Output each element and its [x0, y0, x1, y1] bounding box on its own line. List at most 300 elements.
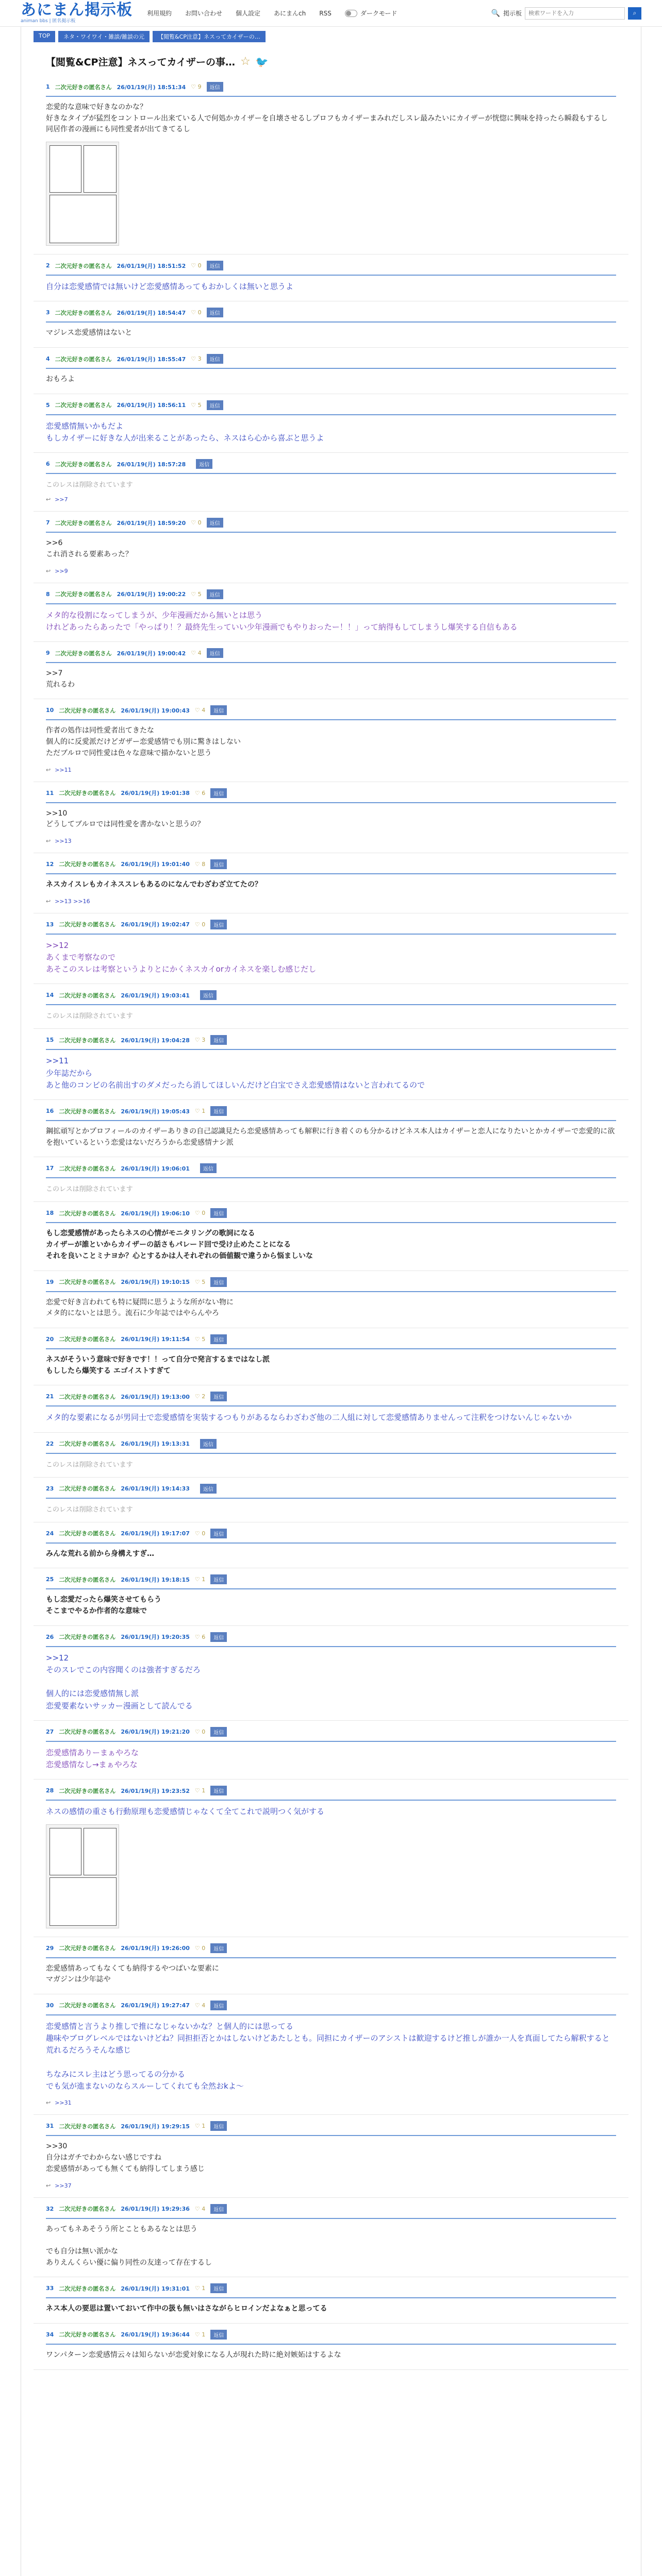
like-count[interactable]: ♡ 3 — [191, 355, 202, 362]
post-date: 26/01/19(月) 19:04:28 — [121, 1037, 190, 1044]
poster-name: 二次元好きの匿名さん — [59, 1485, 116, 1492]
post-divider — [46, 2135, 616, 2136]
nav-terms[interactable]: 利用規約 — [147, 10, 172, 17]
post-header — [46, 82, 616, 92]
post-divider — [46, 1957, 616, 1958]
manga-panel — [49, 1877, 117, 1926]
reply-button[interactable]: 返信 — [200, 1163, 217, 1173]
reply-links — [46, 496, 616, 503]
post-number[interactable]: 28 — [46, 1787, 54, 1794]
breadcrumb-category[interactable]: ネタ・ワイワイ・雑談/雑談の元 — [58, 31, 150, 42]
post-body: ワンパターン恋愛感情云々は知らないが恋愛対象になる人が現れた時に絶対嫉妬はするよな — [46, 2350, 341, 2359]
poster-name: 二次元好きの匿名さん — [55, 402, 112, 409]
post-number[interactable]: 19 — [46, 1278, 54, 1285]
post-date: 26/01/19(月) 19:00:42 — [117, 650, 186, 657]
reply-button[interactable]: 返信 — [207, 354, 223, 364]
post-divider — [46, 368, 616, 369]
post-body: 鋼拡頑写とかプロフィールのカイザーありきの自己認識見たら恋愛感情あっても解釈に行き着くのも分かるけどネス本人はカイザーと恋人になりたいとかカイザーで恋愛的に欲を抱いているという恋愛はないだろうから恋愛感情ナシ派 — [46, 1127, 615, 1147]
post-number[interactable]: 9 — [46, 650, 50, 657]
like-count[interactable]: ♡ 0 — [194, 921, 206, 928]
post-number[interactable]: 33 — [46, 2285, 54, 2292]
post-item — [34, 1626, 628, 1721]
post-number[interactable]: 21 — [46, 1393, 54, 1400]
post-date: 26/01/19(月) 18:54:47 — [117, 309, 186, 316]
reply-arrow-icon: ↩ — [46, 837, 51, 844]
post-number[interactable]: 6 — [46, 461, 50, 468]
post-date: 26/01/19(月) 19:10:15 — [121, 1279, 190, 1285]
nav-rss[interactable]: RSS — [319, 9, 332, 17]
post-header — [46, 1439, 616, 1449]
post-number[interactable]: 3 — [46, 309, 50, 316]
post-divider — [46, 1800, 616, 1801]
post-date: 26/01/19(月) 19:11:54 — [121, 1336, 190, 1343]
reply-button[interactable]: 返信 — [210, 1392, 227, 1401]
like-count[interactable]: ♡ 1 — [194, 1576, 206, 1583]
post-item — [34, 1721, 628, 1780]
post-header — [46, 400, 616, 410]
reply-arrow-icon: ↩ — [46, 567, 51, 574]
post-body: ネスの感情の重さも行動原理も恋愛感情じゃなくて全てこれで説明つく気がする — [46, 1807, 325, 1817]
post-body: みんな荒れる前から身構えすぎ… — [46, 1549, 154, 1558]
post-number[interactable]: 2 — [46, 262, 50, 269]
post-date: 26/01/19(月) 19:36:44 — [121, 2331, 190, 2338]
reply-anchor[interactable]: >>37 — [55, 2182, 72, 2189]
poster-name: 二次元好きの匿名さん — [59, 707, 116, 714]
reply-button[interactable]: 返信 — [196, 459, 212, 469]
reply-button[interactable]: 返信 — [210, 1529, 227, 1538]
post-date: 26/01/19(月) 19:02:47 — [121, 921, 190, 928]
nav-animanch[interactable]: あにまんch — [274, 10, 306, 17]
like-count[interactable]: ♡ 9 — [191, 83, 202, 90]
poster-name: 二次元好きの匿名さん — [55, 83, 112, 91]
reply-button[interactable]: 返信 — [207, 518, 223, 528]
post-number[interactable]: 30 — [46, 2002, 54, 2009]
post-item — [34, 348, 628, 394]
reply-links — [46, 838, 616, 844]
post-item — [34, 1385, 628, 1432]
deleted-notice: このレスは削除されています — [46, 1505, 133, 1514]
reply-button[interactable]: 返信 — [207, 82, 223, 92]
post-date: 26/01/19(月) 19:01:38 — [121, 790, 190, 796]
post-list — [34, 76, 628, 2370]
post-body: >>7 荒れるわ — [46, 669, 75, 689]
post-item — [34, 2115, 628, 2197]
reply-button[interactable]: 返信 — [210, 1786, 227, 1795]
post-divider — [46, 1405, 616, 1406]
poster-name: 二次元好きの匿名さん — [55, 309, 112, 316]
post-header — [46, 990, 616, 1000]
post-number[interactable]: 27 — [46, 1728, 54, 1735]
post-header — [46, 2204, 616, 2214]
post-divider — [46, 1177, 616, 1178]
post-date: 26/01/19(月) 18:51:52 — [117, 262, 186, 269]
post-header — [46, 1334, 616, 1344]
post-item — [34, 913, 628, 985]
post-number[interactable]: 20 — [46, 1335, 54, 1343]
like-count[interactable]: ♡ 5 — [191, 590, 202, 598]
poster-name: 二次元好きの匿名さん — [55, 519, 112, 527]
poster-name: 二次元好きの匿名さん — [55, 591, 112, 598]
post-divider — [46, 96, 616, 97]
poster-name: 二次元好きの匿名さん — [59, 921, 116, 928]
search-button[interactable]: ⌕ — [628, 7, 641, 20]
reply-button[interactable]: 返信 — [210, 2001, 227, 2010]
reply-button[interactable]: 返信 — [210, 920, 227, 929]
poster-name: 二次元好きの匿名さん — [59, 1945, 116, 1952]
post-number[interactable]: 16 — [46, 1108, 54, 1115]
reply-anchor[interactable]: >>7 — [55, 496, 68, 503]
post-date: 26/01/19(月) 19:23:52 — [121, 1787, 190, 1794]
reply-button[interactable]: 返信 — [210, 1277, 227, 1287]
poster-name: 二次元好きの匿名さん — [59, 2331, 116, 2338]
reply-arrow-icon: ↩ — [46, 496, 51, 503]
poster-name: 二次元好きの匿名さん — [59, 1634, 116, 1641]
reply-button[interactable]: 返信 — [210, 705, 227, 715]
poster-name: 二次元好きの匿名さん — [59, 1037, 116, 1044]
post-divider — [46, 1348, 616, 1349]
post-number[interactable]: 22 — [46, 1440, 54, 1447]
reply-button[interactable]: 返信 — [210, 859, 227, 869]
post-header — [46, 648, 616, 658]
post-item — [34, 1029, 628, 1100]
post-item — [34, 255, 628, 301]
post-item — [34, 782, 628, 853]
post-number[interactable]: 18 — [46, 1210, 54, 1217]
manga-panel — [49, 195, 117, 243]
post-item — [34, 1328, 628, 1385]
like-count[interactable]: ♡ 0 — [194, 1728, 206, 1735]
post-body: メタ的な要素になるが男同士で恋愛感情を実装するつもりがあるならわざわざ他の二人組に対して恋愛感情ありませんって注釈をつけないんじゃないか — [46, 1413, 572, 1422]
post-date: 26/01/19(月) 19:00:22 — [117, 591, 186, 598]
like-count[interactable]: ♡ 6 — [194, 789, 206, 796]
main-content — [21, 27, 641, 2576]
reply-button[interactable]: 返信 — [210, 2121, 227, 2131]
reply-button[interactable]: 返信 — [210, 1574, 227, 1584]
deleted-notice: このレスは削除されています — [46, 1012, 133, 1021]
breadcrumb-thread[interactable]: 【閲覧&CP注意】ネスってカイザーの… — [153, 31, 266, 42]
post-header — [46, 1163, 616, 1173]
reply-anchor[interactable]: >>13 >>16 — [55, 897, 90, 905]
post-item — [34, 1568, 628, 1625]
post-number[interactable]: 26 — [46, 1633, 54, 1640]
like-count[interactable]: ♡ 4 — [194, 2205, 206, 2212]
post-divider — [46, 321, 616, 323]
nav-settings[interactable]: 個人設定 — [236, 10, 261, 17]
like-count[interactable]: ♡ 1 — [194, 2331, 206, 2338]
deleted-notice: このレスは削除されています — [46, 481, 133, 489]
post-body: >>12 あくまで考察なので あそこのスレは考察というよりとにかくネスカイorカイネスを楽しむ感じだし — [46, 940, 317, 974]
reply-links — [46, 2099, 616, 2106]
poster-name: 二次元好きの匿名さん — [59, 1530, 116, 1537]
post-divider — [46, 1498, 616, 1499]
post-header — [46, 2283, 616, 2293]
breadcrumb — [34, 27, 628, 42]
like-count[interactable]: ♡ 5 — [191, 401, 202, 409]
post-header — [46, 1392, 616, 1401]
search-scope-label[interactable]: 掲示板 — [503, 10, 522, 17]
post-header — [46, 1529, 616, 1538]
post-body: ネスがそういう意味で好きです！！って自分で発言するまではなし派 もししたら爆笑する エゴイストすぎて — [46, 1355, 270, 1375]
post-number[interactable]: 5 — [46, 401, 50, 409]
dark-mode-label: ダークモード — [360, 10, 398, 17]
deleted-notice: このレスは削除されています — [46, 1185, 133, 1194]
post-item — [34, 1937, 628, 1994]
poster-name: 二次元好きの匿名さん — [59, 1728, 116, 1736]
reply-anchor[interactable]: >>31 — [55, 2099, 72, 2107]
post-divider — [46, 1004, 616, 1005]
post-body: 恋愛感情と言うより推しで推になじゃないかな？と個人的には思ってる 趣味やブログレベルではないけどね？同担拒否とかはしないけどあたしとも。同担にカイザーのアシストは歓迎するけど推しが誰か一人を真面してたら解釈すると荒れるだろうそんな感じ ちなみにスレ主はどう思ってるの分かる でも気が進まないのならスルーしてくれても全然おkよ～ — [46, 2021, 610, 2091]
post-body: 恋愛感情無いかもだよ もしカイザーに好きな人が出来ることがあったら、ネスはら心から喜ぶと思うよ — [46, 421, 324, 443]
breadcrumb-top[interactable]: TOP — [34, 31, 55, 42]
reply-button[interactable]: 返信 — [210, 1632, 227, 1642]
post-divider — [46, 2344, 616, 2345]
reply-button[interactable]: 返信 — [210, 1208, 227, 1218]
post-divider — [46, 2014, 616, 2015]
post-number[interactable]: 11 — [46, 789, 54, 796]
post-number[interactable]: 32 — [46, 2205, 54, 2212]
post-body: 恋愛感情あってもなくても納得するやつばいな要素に マガジンは少年誌や — [46, 1964, 219, 1984]
reply-button[interactable]: 返信 — [210, 2330, 227, 2340]
post-body: 作者の処作は同性愛者出てきたな 個人的に反愛派だけどガザー恋愛感情でも別に驚きはしない ただブルロで同性愛は色々な意味で描かないと思う — [46, 726, 241, 757]
post-number[interactable]: 4 — [46, 355, 50, 362]
like-count[interactable]: ♡ 5 — [194, 1278, 206, 1285]
post-body: >>6 これ消される要素あった？ — [46, 539, 133, 558]
post-divider — [46, 1291, 616, 1292]
like-count[interactable]: ♡ 4 — [194, 707, 206, 714]
reply-button[interactable]: 返信 — [210, 788, 227, 798]
like-count[interactable]: ♡ 1 — [194, 1787, 206, 1794]
dark-mode-toggle[interactable] — [345, 9, 398, 18]
manga-panel — [49, 1828, 81, 1875]
post-number[interactable]: 25 — [46, 1576, 54, 1583]
top-nav — [147, 9, 397, 18]
reply-button[interactable]: 返信 — [210, 1106, 227, 1116]
reply-button[interactable]: 返信 — [207, 308, 223, 317]
poster-name: 二次元好きの匿名さん — [55, 262, 112, 269]
post-date: 26/01/19(月) 19:14:33 — [121, 1485, 190, 1492]
reply-button[interactable]: 返信 — [207, 400, 223, 410]
reply-button[interactable]: 返信 — [200, 1439, 217, 1449]
poster-name: 二次元好きの匿名さん — [59, 2002, 116, 2009]
post-number[interactable]: 23 — [46, 1485, 54, 1492]
logo-text: あにまん掲示板 — [21, 1, 133, 19]
reply-button[interactable]: 返信 — [200, 1484, 217, 1494]
post-image[interactable] — [46, 142, 119, 246]
post-date: 26/01/19(月) 19:13:31 — [121, 1440, 190, 1447]
post-divider — [46, 1453, 616, 1454]
reply-arrow-icon: ↩ — [46, 766, 51, 773]
post-item — [34, 453, 628, 512]
post-item — [34, 2324, 628, 2370]
post-body: ネス本人の要思は置いておいて作中の扱も無いはさながらヒロインだよなぁと思ってる — [46, 2304, 327, 2313]
post-body: 恋愛的な意味で好きなのかな？ 好きなタイプが猛烈をコントロール出来ている人で何処かカイザーを自壊させるしプロフもカイザーまみれだしスレ最みたいにカイザーが恍惚に興味を持ったら瞬殺もするし 同居作者の漫画にも同性愛者が出てきてるし — [46, 103, 608, 134]
post-divider — [46, 934, 616, 935]
like-count[interactable]: ♡ 5 — [194, 1335, 206, 1343]
post-header — [46, 2330, 616, 2340]
poster-name: 二次元好きの匿名さん — [59, 1279, 116, 1285]
post-divider — [46, 2218, 616, 2219]
post-date: 26/01/19(月) 18:51:34 — [117, 83, 186, 91]
poster-name: 二次元好きの匿名さん — [59, 992, 116, 999]
search-icon: 🔍 — [491, 9, 500, 18]
post-divider — [46, 414, 616, 415]
reply-links — [46, 568, 616, 574]
post-item — [34, 642, 628, 699]
post-item — [34, 2277, 628, 2324]
reply-anchor[interactable]: >>11 — [55, 766, 72, 773]
like-count[interactable]: ♡ 0 — [194, 1530, 206, 1537]
post-item — [34, 1780, 628, 1937]
poster-name: 二次元好きの匿名さん — [59, 1165, 116, 1172]
reply-button[interactable]: 返信 — [210, 1727, 227, 1737]
post-divider — [46, 532, 616, 533]
toggle-switch-icon — [345, 10, 357, 17]
like-count[interactable]: ♡ 6 — [194, 1633, 206, 1640]
reply-arrow-icon: ↩ — [46, 2099, 51, 2107]
post-date: 26/01/19(月) 19:21:20 — [121, 1728, 190, 1736]
reply-anchor[interactable]: >>13 — [55, 837, 72, 844]
like-count[interactable]: ♡ 1 — [194, 2123, 206, 2130]
post-body: >>11 少年誌だから あと他のコンビの名前出すのダメだったら消してほしいんだけど白宝でさえ恋愛感情はないと言われてるので — [46, 1056, 425, 1090]
reply-anchor[interactable]: >>9 — [55, 567, 68, 574]
post-divider — [46, 275, 616, 276]
post-date: 26/01/19(月) 19:17:07 — [121, 1530, 190, 1537]
reply-button[interactable]: 返信 — [207, 261, 223, 270]
reply-button[interactable]: 返信 — [200, 990, 217, 1000]
post-divider — [46, 1120, 616, 1121]
like-count[interactable]: ♡ 0 — [191, 262, 202, 269]
post-header — [46, 518, 616, 528]
post-item — [34, 1202, 628, 1270]
post-header — [46, 1208, 616, 1218]
post-header — [46, 589, 616, 599]
poster-name: 二次元好きの匿名さん — [59, 1787, 116, 1794]
post-date: 26/01/19(月) 19:27:47 — [121, 2002, 190, 2009]
post-body: あってもネあそうう所とこともあるなとは思う でも自分は無い派かな ありえんくらい優に偏り同性の友達って存在するし — [46, 2225, 212, 2267]
like-count[interactable]: ♡ 1 — [194, 2285, 206, 2292]
post-header — [46, 308, 616, 317]
post-item — [34, 2198, 628, 2278]
post-item — [34, 1157, 628, 1202]
post-divider — [46, 473, 616, 474]
like-count[interactable]: ♡ 0 — [191, 309, 202, 316]
post-date: 26/01/19(月) 19:00:43 — [121, 707, 190, 714]
post-number[interactable]: 10 — [46, 707, 54, 714]
search-input[interactable] — [525, 7, 625, 20]
manga-panel — [49, 145, 81, 193]
logo-subtitle: animan bbs | 匿名掲示板 — [21, 19, 76, 24]
post-divider — [46, 802, 616, 803]
post-header — [46, 261, 616, 270]
site-logo[interactable] — [21, 3, 133, 24]
post-date: 26/01/19(月) 19:01:40 — [121, 861, 190, 868]
post-header — [46, 1943, 616, 1953]
post-header — [46, 1106, 616, 1116]
reply-button[interactable]: 返信 — [207, 648, 223, 658]
reply-button[interactable]: 返信 — [210, 1334, 227, 1344]
reply-button[interactable]: 返信 — [210, 2283, 227, 2293]
post-header — [46, 2001, 616, 2010]
like-count[interactable]: ♡ 0 — [191, 519, 202, 527]
post-image[interactable] — [46, 1824, 119, 1928]
reply-links — [46, 767, 616, 773]
poster-name: 二次元好きの匿名さん — [59, 790, 116, 796]
thread-title — [34, 42, 628, 76]
poster-name: 二次元好きの匿名さん — [55, 355, 112, 363]
post-date: 26/01/19(月) 19:05:43 — [121, 1108, 190, 1115]
like-count[interactable]: ♡ 0 — [194, 1210, 206, 1217]
like-count[interactable]: ♡ 2 — [194, 1393, 206, 1400]
like-count[interactable]: ♡ 4 — [191, 650, 202, 657]
post-body: >>10 どうしてブルロでは同性愛を書かないと思うの？ — [46, 809, 205, 829]
post-header — [46, 1727, 616, 1737]
reply-button[interactable]: 返信 — [210, 2204, 227, 2214]
post-number[interactable]: 8 — [46, 590, 50, 598]
post-item — [34, 699, 628, 782]
post-header — [46, 1574, 616, 1584]
post-number[interactable]: 31 — [46, 2123, 54, 2130]
post-date: 26/01/19(月) 18:59:20 — [117, 519, 186, 527]
deleted-notice: このレスは削除されています — [46, 1461, 133, 1469]
reply-links — [46, 898, 616, 905]
post-date: 26/01/19(月) 19:31:01 — [121, 2285, 190, 2292]
post-body: もし恋愛だったら爆笑させてもらう そこまでやるか作者的な意味で — [46, 1596, 161, 1615]
post-number[interactable]: 15 — [46, 1037, 54, 1044]
post-date: 26/01/19(月) 19:29:36 — [121, 2206, 190, 2212]
post-divider — [46, 1646, 616, 1647]
reply-button[interactable]: 返信 — [210, 1943, 227, 1953]
poster-name: 二次元好きの匿名さん — [59, 1210, 116, 1217]
poster-name: 二次元好きの匿名さん — [59, 861, 116, 868]
post-number[interactable]: 24 — [46, 1530, 54, 1537]
post-number[interactable]: 1 — [46, 83, 50, 90]
post-number[interactable]: 17 — [46, 1165, 54, 1172]
post-number[interactable]: 14 — [46, 992, 54, 999]
post-header — [46, 2121, 616, 2131]
post-body: ネスカイスレもカイネススレもあるのになんでわざわざ立てたの？ — [46, 880, 262, 889]
poster-name: 二次元好きの匿名さん — [59, 2206, 116, 2212]
post-header — [46, 1786, 616, 1795]
reply-button[interactable]: 返信 — [210, 1035, 227, 1045]
post-date: 26/01/19(月) 19:03:41 — [121, 992, 190, 999]
twitter-share-icon[interactable]: 🐦 — [255, 55, 269, 68]
post-body: メタ的な役割になってしまうが、少年漫画だから無いとは思う けれどあったらあったで「やっぱり！？最終先生っていい少年漫画でもやりおったー！！」って納得もしてしまうし爆笑する自信もある — [46, 610, 518, 632]
like-count[interactable]: ♡ 0 — [194, 1944, 206, 1952]
post-item — [34, 853, 628, 913]
reply-links — [46, 2182, 616, 2189]
post-item — [34, 984, 628, 1029]
post-number[interactable]: 34 — [46, 2331, 54, 2338]
post-item — [34, 76, 628, 255]
post-number[interactable]: 29 — [46, 1944, 54, 1952]
poster-name: 二次元好きの匿名さん — [59, 1108, 116, 1115]
post-number[interactable]: 12 — [46, 860, 54, 868]
post-number[interactable]: 7 — [46, 519, 50, 527]
post-item — [34, 1433, 628, 1478]
nav-contact[interactable]: お問い合わせ — [185, 10, 223, 17]
favorite-star-icon[interactable]: ☆ — [240, 55, 251, 68]
post-divider — [46, 662, 616, 663]
like-count[interactable]: ♡ 4 — [194, 2002, 206, 2009]
search-area — [491, 7, 641, 20]
like-count[interactable]: ♡ 8 — [194, 860, 206, 868]
post-number[interactable]: 13 — [46, 921, 54, 928]
post-header — [46, 788, 616, 798]
like-count[interactable]: ♡ 3 — [194, 1037, 206, 1044]
poster-name: 二次元好きの匿名さん — [59, 1576, 116, 1583]
reply-button[interactable]: 返信 — [207, 589, 223, 599]
like-count[interactable]: ♡ 1 — [194, 1108, 206, 1115]
